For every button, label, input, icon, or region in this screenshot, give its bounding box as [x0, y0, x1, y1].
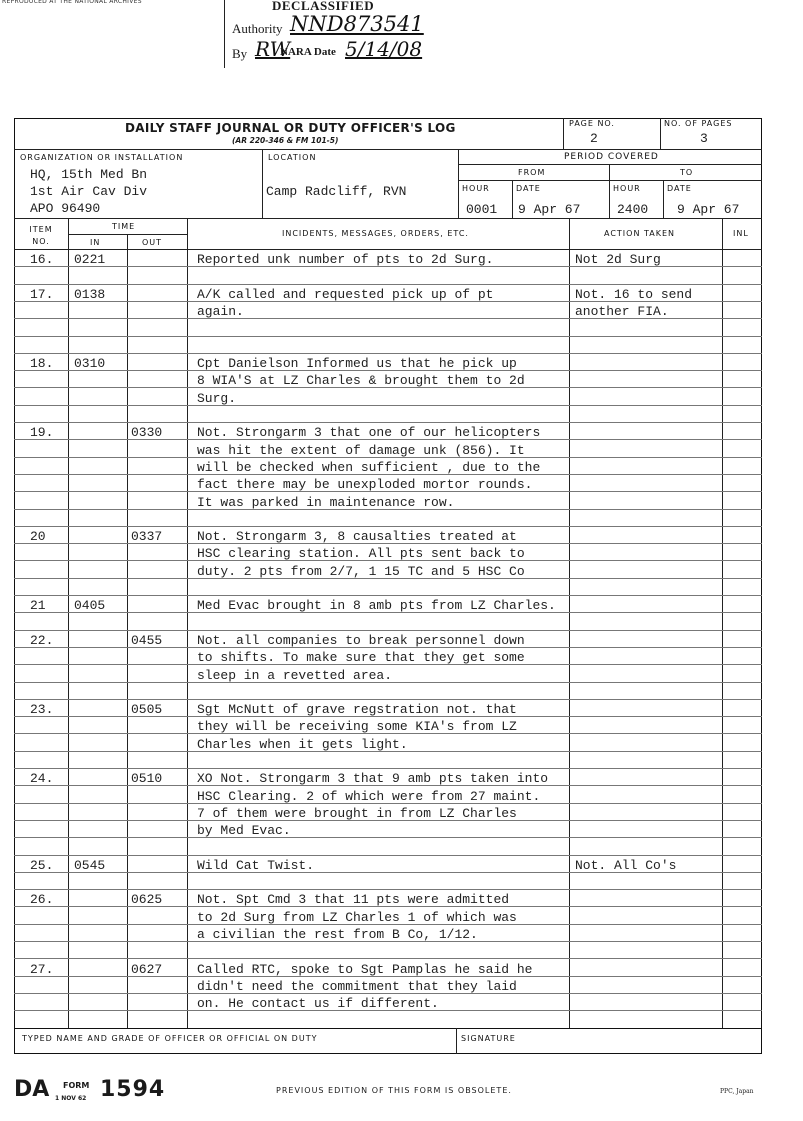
signature-label: SIGNATURE: [461, 1034, 516, 1043]
entry-text-line: Not. Strongarm 3, 8 causalties treated at: [197, 529, 517, 544]
entry-item-no: 21: [30, 598, 46, 613]
no-pages-label: NO. OF PAGES: [664, 119, 733, 128]
from-hour: 0001: [466, 202, 498, 217]
col-action-header: ACTION TAKEN: [604, 229, 676, 238]
entry-text-line: didn't need the commitment that they laid: [197, 979, 517, 994]
to-hour: 2400: [617, 202, 649, 217]
entry-text-line: XO Not. Strongarm 3 that 9 amb pts taken into: [197, 771, 549, 786]
entry-text-line: A/K called and requested pick up of pt: [197, 287, 494, 302]
entry-text-line: was hit the extent of damage unk (856). It: [197, 443, 525, 458]
entry-text-line: Sgt McNutt of grave regstration not. that: [197, 702, 517, 717]
entry-text-line: to shifts. To make sure that they get some: [197, 650, 525, 665]
org-line-2: 1st Air Cav Div: [30, 184, 148, 199]
page-no: 2: [590, 131, 598, 146]
col-incidents-header: INCIDENTS, MESSAGES, ORDERS, ETC.: [282, 229, 469, 238]
org-label: ORGANIZATION OR INSTALLATION: [20, 153, 184, 162]
col-inl-header: INL: [733, 229, 749, 238]
entry-item-no: 20: [30, 529, 46, 544]
page-divider: [660, 118, 661, 149]
from-label: FROM: [518, 168, 546, 177]
ruled-line: [14, 855, 762, 856]
from-to-divider: [609, 164, 610, 218]
from-hour-divider: [512, 180, 513, 218]
typed-name-label: TYPED NAME AND GRADE OF OFFICER OR OFFICIAL ON DUTY: [22, 1034, 318, 1043]
entry-text-line: It was parked in maintenance row.: [197, 495, 455, 510]
entry-text-line: HSC Clearing. 2 of which were from 27 maint.: [197, 789, 541, 804]
from-hour-label: HOUR: [462, 184, 490, 193]
entry-action-line: Not. All Co's: [575, 858, 677, 873]
to-label: TO: [680, 168, 694, 177]
fromto-line: [458, 180, 762, 181]
ruled-line: [14, 422, 762, 423]
entry-text-line: Not. Spt Cmd 3 that 11 pts were admitted: [197, 892, 510, 907]
entry-time-in: 0310: [74, 356, 106, 371]
from-date: 9 Apr 67: [518, 202, 581, 217]
entry-item-no: 18.: [30, 356, 54, 371]
entry-time-out: 0627: [131, 962, 163, 977]
ruled-line: [14, 768, 762, 769]
no-pages: 3: [700, 131, 708, 146]
entry-text-line: fact there may be unexploded mortor rounds.: [197, 477, 533, 492]
entry-text-line: Wild Cat Twist.: [197, 858, 315, 873]
header-bottom-line: [14, 218, 762, 219]
entry-text-line: 7 of them were brought in from LZ Charles: [197, 806, 517, 821]
form-id-form: FORM: [63, 1081, 90, 1090]
ruled-line: [14, 889, 762, 890]
entry-time-out: 0455: [131, 633, 163, 648]
ruled-line: [14, 353, 762, 354]
entry-time-in: 0138: [74, 287, 106, 302]
entry-item-no: 19.: [30, 425, 54, 440]
entry-action-line: another FIA.: [575, 304, 669, 319]
entry-text-line: duty. 2 pts from 2/7, 1 15 TC and 5 HSC Co: [197, 564, 525, 579]
previous-edition-notice: PREVIOUS EDITION OF THIS FORM IS OBSOLETE.: [276, 1086, 512, 1095]
col-in-header: IN: [90, 238, 101, 247]
col-time-header: TIME: [112, 222, 136, 231]
ruled-line: [14, 405, 762, 406]
printer-mark: PPC, Japan: [720, 1088, 754, 1095]
entry-time-out: 0337: [131, 529, 163, 544]
stamp-divider: [224, 0, 225, 68]
archive-header: REPRODUCED AT THE NATIONAL ARCHIVES: [2, 0, 142, 5]
location-label: LOCATION: [268, 153, 317, 162]
entry-text-line: on. He contact us if different.: [197, 996, 439, 1011]
entry-text-line: they will be receiving some KIA's from LZ: [197, 719, 517, 734]
entry-action-line: Not. 16 to send: [575, 287, 693, 302]
ruled-line: [14, 284, 762, 285]
to-hour-label: HOUR: [613, 184, 641, 193]
entry-item-no: 23.: [30, 702, 54, 717]
declass-date: 5/14/08: [345, 37, 423, 61]
title-divider: [563, 118, 564, 149]
org-line-3: APO 96490: [30, 201, 101, 216]
ruled-line: [14, 336, 762, 337]
ruled-line: [14, 630, 762, 631]
entry-text-line: will be checked when sufficient , due to the: [197, 460, 541, 475]
authority-value: NND873541: [290, 12, 424, 36]
declassified-title: DECLASSIFIED: [272, 0, 375, 13]
form-id-da: DA: [14, 1077, 50, 1102]
footer-divider: [456, 1028, 457, 1054]
entry-text-line: to 2d Surg from LZ Charles 1 of which was: [197, 910, 517, 925]
by-label: By: [232, 46, 248, 61]
location-divider: [458, 149, 459, 218]
period-label: PERIOD COVERED: [564, 152, 659, 162]
entry-text-line: by Med Evac.: [197, 823, 291, 838]
col-item-header: ITEM NO.: [29, 225, 53, 246]
entry-item-no: 24.: [30, 771, 54, 786]
form-id-date: 1 NOV 62: [55, 1095, 87, 1102]
entry-text-line: Cpt Danielson Informed us that he pick up: [197, 356, 517, 371]
authority-label: Authority: [232, 21, 283, 36]
form-id-number: 1594: [100, 1077, 166, 1102]
org-divider: [262, 149, 263, 218]
entry-time-in: 0405: [74, 598, 106, 613]
form-subtitle: (AR 220-346 & FM 101-5): [232, 136, 339, 145]
from-date-label: DATE: [516, 184, 541, 193]
to-date-label: DATE: [667, 184, 692, 193]
entry-time-out: 0510: [131, 771, 163, 786]
entry-time-in: 0545: [74, 858, 106, 873]
entry-time-in: 0221: [74, 252, 106, 267]
title-bottom-line: [14, 149, 762, 150]
entry-text-line: sleep in a revetted area.: [197, 668, 393, 683]
form-title: DAILY STAFF JOURNAL OR DUTY OFFICER'S LOG: [125, 121, 456, 135]
entry-text-line: Reported unk number of pts to 2d Surg.: [197, 252, 494, 267]
ruled-line: [14, 958, 762, 959]
entry-text-line: Not. all companies to break personnel down: [197, 633, 525, 648]
entry-text-line: Med Evac brought in 8 amb pts from LZ Charles.: [197, 598, 556, 613]
page-no-label: PAGE NO.: [569, 119, 615, 128]
entry-item-no: 25.: [30, 858, 54, 873]
entry-text-line: again.: [197, 304, 244, 319]
ruled-line: [14, 699, 762, 700]
entry-item-no: 22.: [30, 633, 54, 648]
entry-item-no: 17.: [30, 287, 54, 302]
entry-time-out: 0330: [131, 425, 163, 440]
ruled-line: [14, 595, 762, 596]
entry-text-line: Surg.: [197, 391, 237, 406]
to-hour-divider: [663, 180, 664, 218]
period-line: [458, 164, 762, 165]
footer-top-line: [14, 1028, 762, 1029]
entry-text-line: Called RTC, spoke to Sgt Pamplas he said he: [197, 962, 533, 977]
entry-text-line: 8 WIA'S at LZ Charles & brought them to 2d: [197, 373, 525, 388]
to-date: 9 Apr 67: [677, 202, 740, 217]
entry-item-no: 26.: [30, 892, 54, 907]
ruled-line: [14, 837, 762, 838]
org-line-1: HQ, 15th Med Bn: [30, 167, 148, 182]
entry-action-line: Not 2d Surg: [575, 252, 661, 267]
nara-date-label: NARA Date: [280, 46, 336, 58]
ruled-line: [14, 526, 762, 527]
entry-item-no: 16.: [30, 252, 54, 267]
entry-time-out: 0625: [131, 892, 163, 907]
entry-time-out: 0505: [131, 702, 163, 717]
entry-text-line: HSC clearing station. All pts sent back to: [197, 546, 525, 561]
entry-item-no: 27.: [30, 962, 54, 977]
location-value: Camp Radcliff, RVN: [266, 184, 407, 199]
col-out-header: OUT: [142, 238, 163, 247]
entry-text-line: Charles when it gets light.: [197, 737, 408, 752]
entry-text-line: a civilian the rest from B Co, 1/12.: [197, 927, 478, 942]
by-initials: RW: [255, 37, 291, 61]
entry-text-line: Not. Strongarm 3 that one of our helicopters: [197, 425, 541, 440]
